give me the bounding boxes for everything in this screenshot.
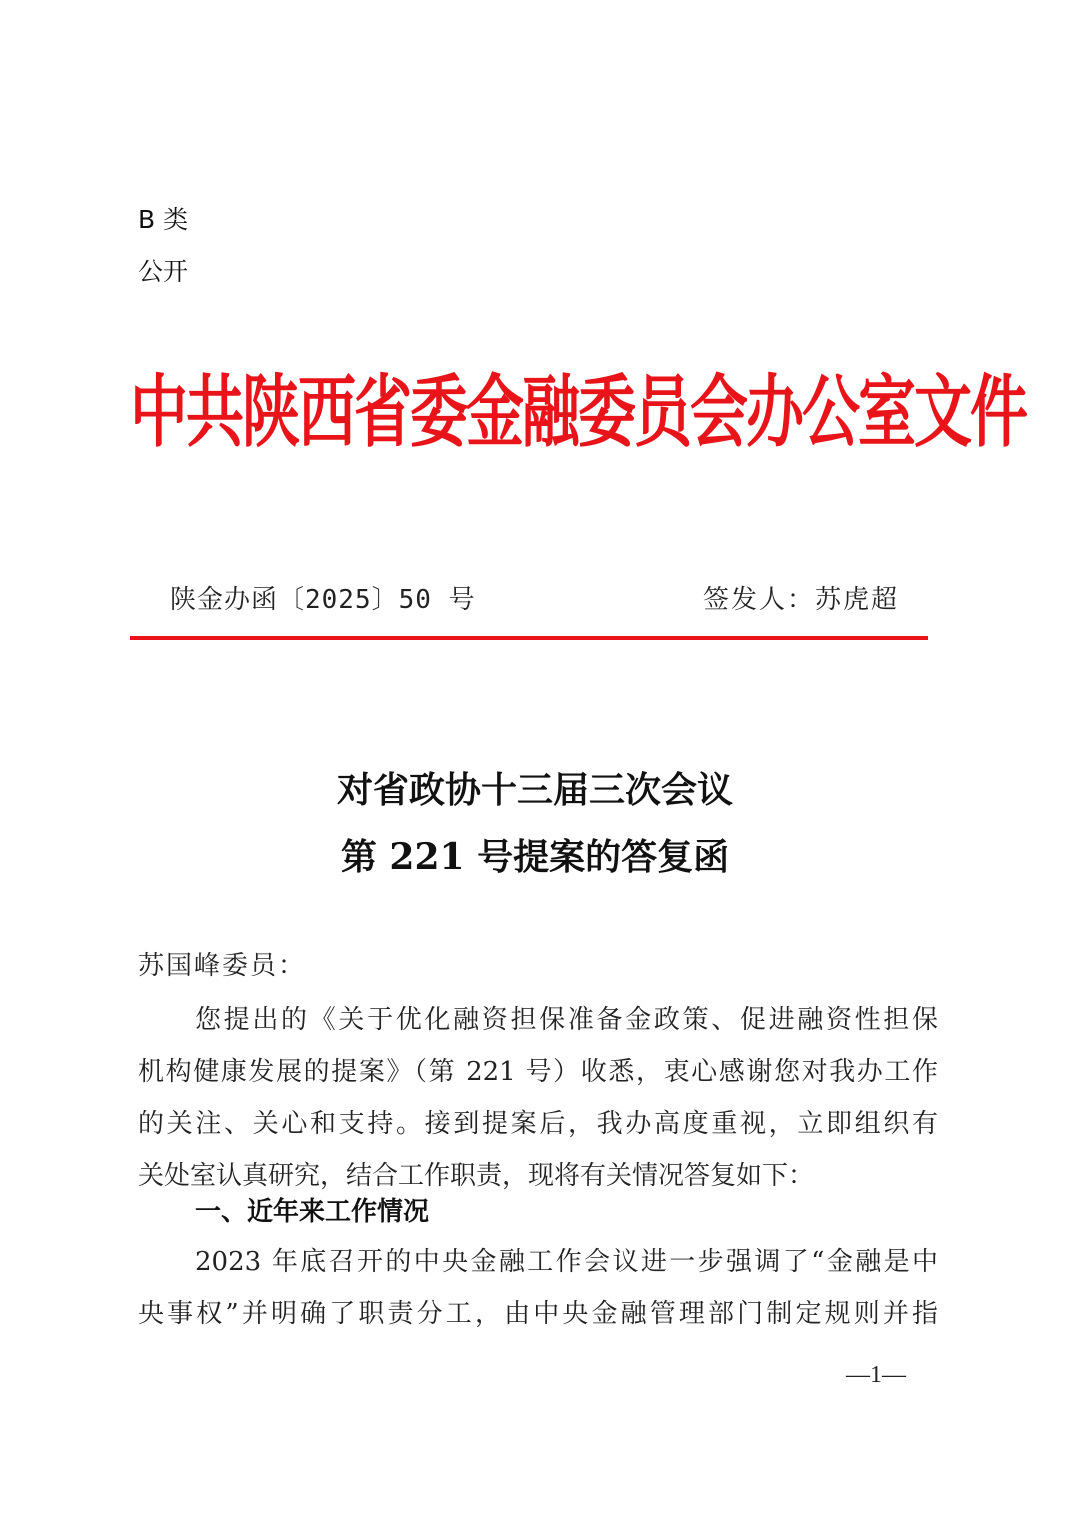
paragraph-line: 您提出的《关于优化融资担保准备金政策、促进融资性担保 <box>195 1005 938 1035</box>
document-title-line-1: 对省政协十三届三次会议 <box>336 769 733 811</box>
document-number: 陕金办函〔2025〕50 号 <box>170 585 476 615</box>
signer: 签发人：苏虎超 <box>703 585 900 615</box>
paragraph-line: 关处室认真研究，结合工作职责，现将有关情况答复如下： <box>138 1161 815 1191</box>
document-title-line-2: 第 221 号提案的答复函 <box>340 836 730 878</box>
classification-label: B 类 <box>138 205 189 234</box>
paragraph-line: 机构健康发展的提案》（第 221 号）收悉，衷心感谢您对我办工作 <box>138 1057 938 1087</box>
red-divider <box>130 636 928 640</box>
salutation: 苏国峰委员： <box>138 951 307 981</box>
section-heading-1: 一、近年来工作情况 <box>195 1197 430 1227</box>
disclosure-label: 公开 <box>138 257 189 286</box>
paragraph-line: 央事权”并明确了职责分工，由中央金融管理部门制定规则并指 <box>138 1299 938 1329</box>
paragraph-2 <box>138 1236 938 1340</box>
document-masthead: 中共陕西省委金融委员会办公室文件 <box>130 366 1027 458</box>
paragraph-line: 的关注、关心和支持。接到提案后，我办高度重视，立即组织有 <box>138 1109 938 1139</box>
paragraph-1 <box>138 994 938 1202</box>
page-number: —1— <box>846 1362 906 1388</box>
paragraph-line: 2023 年底召开的中央金融工作会议进一步强调了“金融是中 <box>195 1247 938 1277</box>
